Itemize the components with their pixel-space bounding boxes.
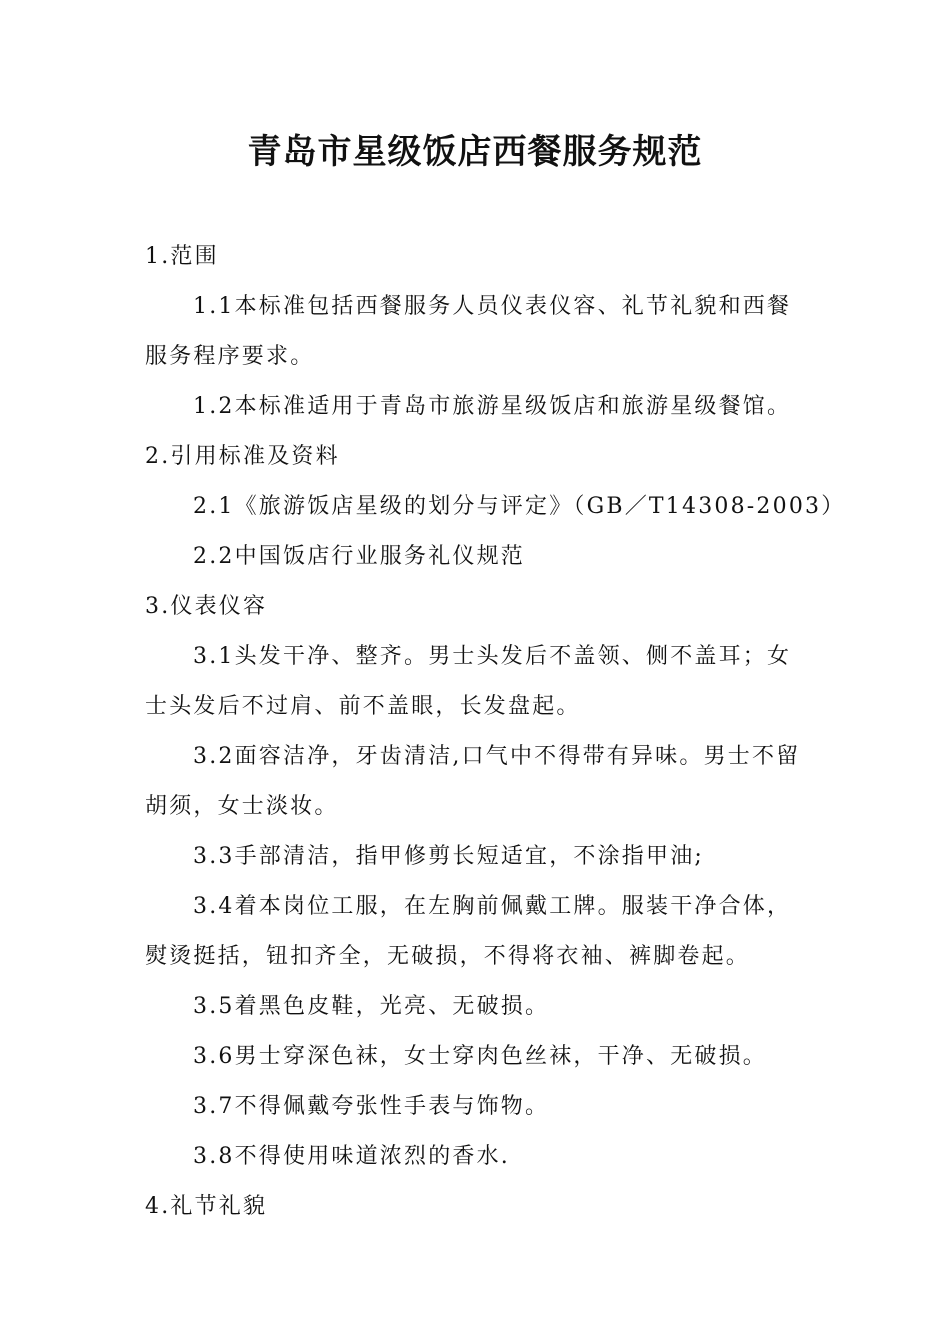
section-heading-1: 1.范围	[145, 244, 219, 269]
clause-1-1: 1.1本标准包括西餐服务人员仪表仪容、礼节礼貌和西餐服务程序要求。	[145, 294, 792, 369]
clause-3-8: 3.8不得使用味道浓烈的香水.	[193, 1144, 510, 1169]
clause-3-4: 3.4着本岗位工服，在左胸前佩戴工牌。服装干净合体，熨烫挺括，钮扣齐全，无破损，不得将衣袖、裤脚卷起。	[145, 894, 792, 969]
section-heading-3: 3.仪表仪容	[145, 594, 268, 619]
clause-3-7: 3.7不得佩戴夸张性手表与饰物。	[193, 1094, 550, 1119]
document-title: 青岛市星级饭店西餐服务规范	[247, 132, 703, 172]
clause-1-2: 1.2本标准适用于青岛市旅游星级饭店和旅游星级餐馆。	[193, 394, 792, 419]
clause-3-1: 3.1头发干净、整齐。男士头发后不盖领、侧不盖耳；女士头发后不过肩、前不盖眼，长发盘起。	[145, 644, 792, 719]
clause-3-5: 3.5着黑色皮鞋，光亮、无破损。	[193, 994, 550, 1019]
clause-3-2: 3.2面容洁净，牙齿清洁,口气中不得带有异味。男士不留胡须，女士淡妆。	[145, 744, 801, 819]
clause-3-3: 3.3手部清洁，指甲修剪长短适宜，不涂指甲油;	[193, 844, 705, 869]
section-heading-2: 2.引用标准及资料	[145, 444, 340, 469]
document-body	[145, 232, 846, 1232]
clause-2-2: 2.2中国饭店行业服务礼仪规范	[193, 544, 525, 569]
section-heading-4: 4.礼节礼貌	[145, 1194, 268, 1219]
clause-2-1: 2.1《旅游饭店星级的划分与评定》（GB／T14308-2003）	[193, 494, 846, 519]
clause-3-6: 3.6男士穿深色袜，女士穿肉色丝袜，干净、无破损。	[193, 1044, 767, 1069]
